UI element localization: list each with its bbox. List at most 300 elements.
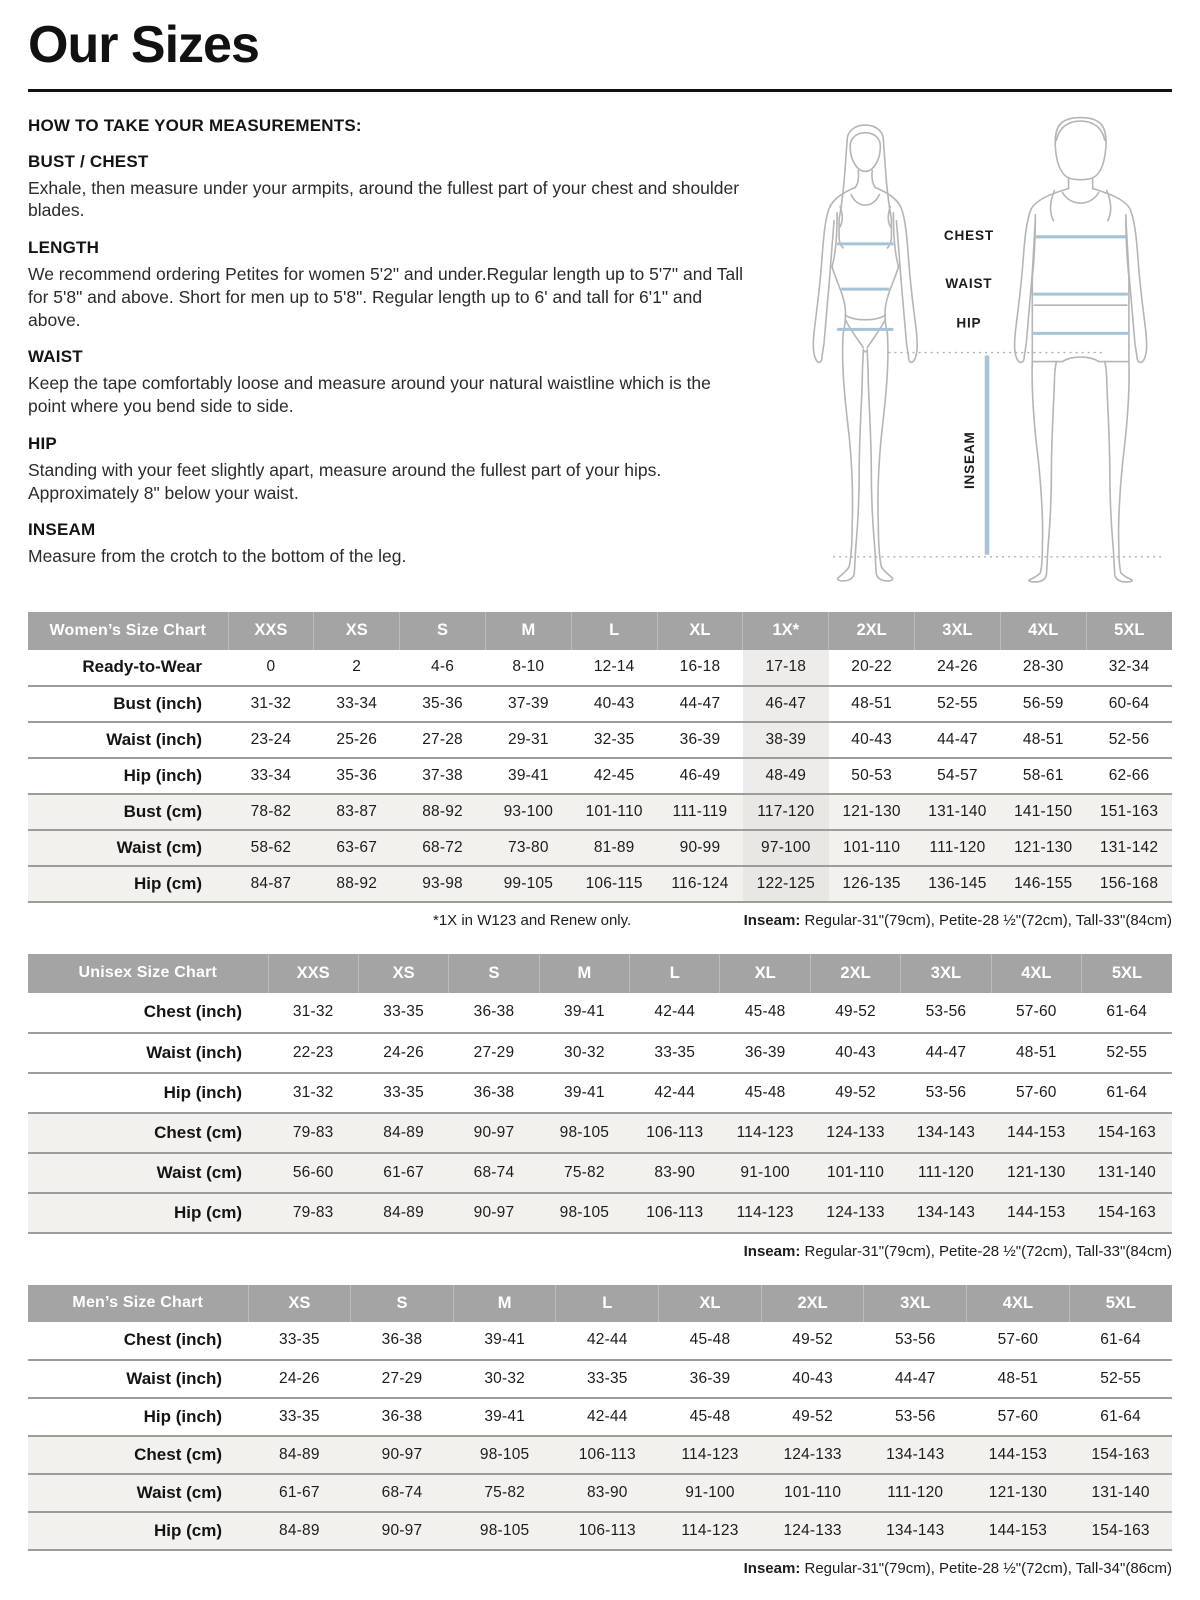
size-cell: 111-120 xyxy=(864,1474,967,1512)
table-row xyxy=(28,1436,1172,1474)
column-header: XXS xyxy=(268,954,358,993)
size-cell: 154-163 xyxy=(1069,1512,1172,1550)
size-cell: 33-35 xyxy=(654,1043,696,1061)
section-heading: HIP xyxy=(28,433,57,453)
size-cell: 141-150 xyxy=(1000,794,1086,830)
size-cell: 32-35 xyxy=(593,730,635,748)
size-cell: 45-48 xyxy=(689,1331,731,1349)
size-cell: 45-48 xyxy=(744,1003,786,1021)
footnote-note: *1X in W123 and Renew only. xyxy=(433,911,632,929)
size-cell: 91-100 xyxy=(720,1153,810,1193)
row-label: Waist (cm) xyxy=(28,1474,248,1512)
size-cell: 124-133 xyxy=(761,1436,864,1474)
size-cell: 48-51 xyxy=(997,1369,1039,1387)
size-cell: 131-140 xyxy=(915,794,1001,830)
row-label: Bust (inch) xyxy=(113,693,202,713)
size-cell: 114-123 xyxy=(659,1512,762,1550)
table-row xyxy=(28,1474,1172,1512)
column-header: 4XL xyxy=(991,954,1081,993)
size-cell: 106-113 xyxy=(630,1113,720,1153)
size-cell: 81-89 xyxy=(571,830,657,866)
size-cell: 131-142 xyxy=(1086,830,1172,866)
size-cell: 30-32 xyxy=(564,1043,605,1061)
size-cell: 23-24 xyxy=(250,730,292,748)
table-row xyxy=(28,993,1172,1033)
waist-label: WAIST xyxy=(945,275,993,291)
size-cell: 121-130 xyxy=(1000,830,1086,866)
size-cell: 98-105 xyxy=(453,1512,556,1550)
column-header: XS xyxy=(314,612,400,650)
size-chart-table xyxy=(28,1285,1172,1551)
size-cell: 53-56 xyxy=(925,1003,967,1021)
table-row xyxy=(28,1193,1172,1233)
table-row xyxy=(28,758,1172,794)
chest-label: CHEST xyxy=(943,227,994,243)
section-heading: LENGTH xyxy=(28,238,100,258)
size-cell: 98-105 xyxy=(539,1113,629,1153)
size-cell: 53-56 xyxy=(925,1083,967,1101)
size-cell: 56-59 xyxy=(1022,694,1064,712)
size-cell: 32-34 xyxy=(1108,658,1150,676)
size-cell: 93-100 xyxy=(485,794,571,830)
size-cell: 50-53 xyxy=(851,766,892,784)
size-cell: 44-47 xyxy=(925,1043,967,1061)
size-cell: 46-49 xyxy=(679,766,721,784)
size-cell: 56-60 xyxy=(268,1153,358,1193)
column-header: XL xyxy=(659,1285,762,1322)
instructions-heading: HOW TO TAKE YOUR MEASUREMENTS: xyxy=(28,115,362,135)
inseam-footnote: Inseam: Regular-31"(79cm), Petite-28 ½"(72cm), Tall-33"(84cm) xyxy=(743,1242,1172,1260)
table-row xyxy=(28,1153,1172,1193)
row-label: Hip (inch) xyxy=(163,1082,242,1102)
size-cell: 146-155 xyxy=(1000,866,1086,902)
size-cell: 36-38 xyxy=(473,1083,515,1101)
size-cell: 98-105 xyxy=(539,1193,629,1233)
section-body: Standing with your feet slightly apart, measure around the fullest part of your hips. Approximately 8" below your waist. xyxy=(28,459,662,503)
size-cell: 4-6 xyxy=(431,658,455,676)
size-cell: 61-64 xyxy=(1106,1003,1148,1021)
size-cell: 52-55 xyxy=(937,694,978,712)
column-header: L xyxy=(571,612,657,650)
size-cell: 42-44 xyxy=(654,1003,696,1021)
size-cell: 33-35 xyxy=(586,1369,628,1387)
size-cell: 84-87 xyxy=(228,866,314,902)
row-label: Ready-to-Wear xyxy=(82,657,202,677)
size-cell: 60-64 xyxy=(1108,694,1150,712)
size-cell: 42-44 xyxy=(586,1331,628,1349)
row-label: Hip (cm) xyxy=(28,1512,248,1550)
column-header: 4XL xyxy=(1000,612,1086,650)
size-cell: 154-163 xyxy=(1082,1113,1172,1153)
size-cell: 126-135 xyxy=(829,866,915,902)
row-label: Waist (cm) xyxy=(28,1153,268,1193)
table-row xyxy=(28,1398,1172,1436)
table-row xyxy=(28,1322,1172,1360)
size-cell: 61-64 xyxy=(1106,1083,1148,1101)
size-cell: 36-38 xyxy=(381,1407,423,1425)
size-cell: 57-60 xyxy=(997,1331,1039,1349)
size-cell: 48-51 xyxy=(1022,730,1064,748)
size-cell: 99-105 xyxy=(485,866,571,902)
size-cell: 136-145 xyxy=(915,866,1001,902)
row-label: Waist (cm) xyxy=(28,830,228,866)
header-row xyxy=(28,612,1172,650)
size-cell: 131-140 xyxy=(1069,1474,1172,1512)
size-cell: 36-38 xyxy=(473,1003,515,1021)
size-cell: 106-115 xyxy=(571,866,657,902)
size-cell: 53-56 xyxy=(894,1331,936,1349)
size-cell: 134-143 xyxy=(901,1193,991,1233)
size-cell: 121-130 xyxy=(967,1474,1070,1512)
size-cell: 61-64 xyxy=(1100,1407,1141,1425)
column-header: L xyxy=(556,1285,659,1322)
size-cell: 79-83 xyxy=(268,1193,358,1233)
size-cell: 49-52 xyxy=(835,1083,876,1101)
table-row xyxy=(28,794,1172,830)
size-cell: 75-82 xyxy=(539,1153,629,1193)
instruction-sections xyxy=(28,152,758,569)
size-cell: 27-28 xyxy=(422,730,463,748)
size-cell: 42-44 xyxy=(654,1083,696,1101)
size-cell: 90-97 xyxy=(449,1113,539,1153)
section-body: Measure from the crotch to the bottom of the leg. xyxy=(28,546,407,567)
size-cell: 58-61 xyxy=(1022,766,1064,784)
inseam-label: INSEAM xyxy=(961,430,977,489)
size-cell: 33-35 xyxy=(383,1083,424,1101)
size-cell: 44-47 xyxy=(937,730,978,748)
size-cell: 49-52 xyxy=(835,1003,876,1021)
table-row xyxy=(28,1033,1172,1073)
size-cell: 106-113 xyxy=(556,1512,659,1550)
size-cell: 25-26 xyxy=(336,730,378,748)
inseam-footnote-label: Inseam: xyxy=(743,1559,801,1577)
size-cell: 114-123 xyxy=(720,1193,810,1233)
size-cell: 84-89 xyxy=(248,1512,351,1550)
inseam-footnote-label: Inseam: xyxy=(743,1242,801,1260)
size-cell: 62-66 xyxy=(1108,766,1150,784)
size-cell: 114-123 xyxy=(659,1436,762,1474)
column-header: M xyxy=(485,612,571,650)
size-cell: 42-45 xyxy=(593,766,635,784)
size-cell: 35-36 xyxy=(336,766,378,784)
table-row xyxy=(28,1113,1172,1153)
size-cell: 30-32 xyxy=(484,1369,525,1387)
measurement-instructions xyxy=(28,116,768,598)
header-row xyxy=(28,1285,1172,1322)
size-cell: 39-41 xyxy=(484,1331,525,1349)
table-footnote xyxy=(28,912,1172,929)
size-cell: 37-38 xyxy=(422,766,463,784)
size-cell: 90-97 xyxy=(351,1512,454,1550)
size-cell: 84-89 xyxy=(358,1193,448,1233)
size-cell: 144-153 xyxy=(991,1193,1081,1233)
size-cell: 48-49 xyxy=(743,758,829,794)
table-title: Unisex Size Chart xyxy=(28,954,268,993)
row-label: Bust (cm) xyxy=(28,794,228,830)
size-cell: 17-18 xyxy=(743,650,829,686)
size-cell: 151-163 xyxy=(1086,794,1172,830)
column-header: M xyxy=(539,954,629,993)
table-row xyxy=(28,650,1172,686)
row-label: Chest (inch) xyxy=(143,1002,242,1022)
size-cell: 45-48 xyxy=(744,1083,786,1101)
size-cell: 134-143 xyxy=(901,1113,991,1153)
column-header: XXS xyxy=(228,612,314,650)
size-cell: 57-60 xyxy=(997,1407,1039,1425)
size-cell: 31-32 xyxy=(292,1083,334,1101)
table-row xyxy=(28,830,1172,866)
size-cell: 29-31 xyxy=(508,730,549,748)
size-cell: 79-83 xyxy=(268,1113,358,1153)
size-cell: 90-97 xyxy=(351,1436,454,1474)
size-cell: 24-26 xyxy=(279,1369,320,1387)
size-cell: 52-56 xyxy=(1108,730,1150,748)
size-cell: 101-110 xyxy=(761,1474,864,1512)
row-label: Chest (inch) xyxy=(123,1330,222,1350)
size-cell: 48-51 xyxy=(851,694,892,712)
size-cell: 117-120 xyxy=(743,794,829,830)
size-cell: 52-55 xyxy=(1106,1043,1148,1061)
size-cell: 16-18 xyxy=(679,658,721,676)
size-cell: 68-74 xyxy=(449,1153,539,1193)
size-cell: 33-35 xyxy=(279,1407,320,1425)
header-row xyxy=(28,954,1172,993)
size-cell: 39-41 xyxy=(484,1407,525,1425)
size-cell: 2 xyxy=(352,658,362,676)
size-cell: 24-26 xyxy=(383,1043,424,1061)
size-cell: 144-153 xyxy=(991,1113,1081,1153)
row-label: Waist (inch) xyxy=(146,1042,242,1062)
row-label: Waist (inch) xyxy=(126,1368,222,1388)
size-cell: 111-120 xyxy=(915,830,1001,866)
table-row xyxy=(28,722,1172,758)
column-header: XS xyxy=(358,954,448,993)
size-cell: 88-92 xyxy=(314,866,400,902)
size-cell: 68-72 xyxy=(400,830,486,866)
inseam-footnote: Inseam: Regular-31"(79cm), Petite-28 ½"(72cm), Tall-33"(84cm) xyxy=(743,911,1172,929)
size-cell: 114-123 xyxy=(720,1113,810,1153)
column-header: 5XL xyxy=(1082,954,1172,993)
size-cell: 97-100 xyxy=(743,830,829,866)
row-label: Waist (inch) xyxy=(106,729,202,749)
size-cell: 116-124 xyxy=(657,866,743,902)
size-cell: 156-168 xyxy=(1086,866,1172,902)
size-cell: 39-41 xyxy=(564,1003,605,1021)
size-cell: 40-43 xyxy=(593,694,635,712)
column-header: 3XL xyxy=(915,612,1001,650)
size-cell: 33-34 xyxy=(336,694,378,712)
column-header: 5XL xyxy=(1069,1285,1172,1322)
size-cell: 83-87 xyxy=(314,794,400,830)
column-header: M xyxy=(453,1285,556,1322)
top-section xyxy=(28,116,1172,598)
size-cell: 57-60 xyxy=(1015,1003,1057,1021)
size-cell: 57-60 xyxy=(1015,1083,1057,1101)
size-cell: 39-41 xyxy=(564,1083,605,1101)
size-cell: 106-113 xyxy=(630,1193,720,1233)
size-cell: 36-38 xyxy=(381,1331,423,1349)
size-cell: 84-89 xyxy=(248,1436,351,1474)
size-chart-block xyxy=(28,612,1172,929)
size-cell: 111-120 xyxy=(901,1153,991,1193)
table-row xyxy=(28,866,1172,902)
size-cell: 33-35 xyxy=(383,1003,424,1021)
row-label: Hip (inch) xyxy=(143,1406,222,1426)
size-cell: 84-89 xyxy=(358,1113,448,1153)
column-header: 2XL xyxy=(829,612,915,650)
column-header: XS xyxy=(248,1285,351,1322)
size-cell: 111-119 xyxy=(657,794,743,830)
size-cell: 90-99 xyxy=(657,830,743,866)
row-label: Chest (cm) xyxy=(28,1436,248,1474)
size-tables-section xyxy=(28,612,1172,1577)
title-divider xyxy=(28,89,1172,92)
size-cell: 83-90 xyxy=(630,1153,720,1193)
size-cell: 0 xyxy=(266,658,276,676)
size-cell: 49-52 xyxy=(792,1407,833,1425)
column-header: S xyxy=(449,954,539,993)
inseam-footnote-label: Inseam: xyxy=(743,911,801,929)
column-header: XL xyxy=(720,954,810,993)
size-cell: 49-52 xyxy=(792,1331,833,1349)
size-cell: 154-163 xyxy=(1069,1436,1172,1474)
size-cell: 44-47 xyxy=(679,694,721,712)
size-cell: 42-44 xyxy=(586,1407,628,1425)
size-cell: 44-47 xyxy=(894,1369,936,1387)
section-heading: INSEAM xyxy=(28,520,96,540)
size-cell: 33-35 xyxy=(279,1331,320,1349)
size-cell: 31-32 xyxy=(250,694,292,712)
size-cell: 27-29 xyxy=(381,1369,423,1387)
size-cell: 58-62 xyxy=(228,830,314,866)
table-row xyxy=(28,686,1172,722)
size-cell: 35-36 xyxy=(422,694,463,712)
size-cell: 144-153 xyxy=(967,1436,1070,1474)
size-cell: 12-14 xyxy=(593,658,635,676)
size-cell: 101-110 xyxy=(810,1153,900,1193)
size-cell: 40-43 xyxy=(792,1369,833,1387)
size-cell: 124-133 xyxy=(810,1193,900,1233)
size-cell: 33-34 xyxy=(250,766,292,784)
size-cell: 78-82 xyxy=(228,794,314,830)
size-cell: 53-56 xyxy=(894,1407,936,1425)
size-cell: 90-97 xyxy=(449,1193,539,1233)
size-cell: 121-130 xyxy=(829,794,915,830)
table-row xyxy=(28,1512,1172,1550)
row-label: Hip (cm) xyxy=(28,866,228,902)
table-footnote xyxy=(28,1243,1172,1260)
measurement-diagram xyxy=(768,116,1172,598)
size-chart-table xyxy=(28,612,1172,903)
size-cell: 154-163 xyxy=(1082,1193,1172,1233)
size-cell: 61-67 xyxy=(358,1153,448,1193)
size-cell: 54-57 xyxy=(937,766,978,784)
size-cell: 98-105 xyxy=(453,1436,556,1474)
size-cell: 122-125 xyxy=(743,866,829,902)
size-cell: 36-39 xyxy=(744,1043,786,1061)
table-title: Women’s Size Chart xyxy=(28,612,228,650)
size-chart-table xyxy=(28,954,1172,1234)
size-cell: 88-92 xyxy=(400,794,486,830)
size-cell: 68-74 xyxy=(351,1474,454,1512)
size-cell: 73-80 xyxy=(485,830,571,866)
size-chart-block xyxy=(28,954,1172,1260)
size-cell: 20-22 xyxy=(851,658,892,676)
size-cell: 28-30 xyxy=(1022,658,1064,676)
size-cell: 36-39 xyxy=(689,1369,731,1387)
section-heading: BUST / CHEST xyxy=(28,151,149,171)
section-body: Exhale, then measure under your armpits, around the fullest part of your chest and shoulder blades. xyxy=(28,177,740,221)
size-cell: 61-67 xyxy=(248,1474,351,1512)
male-figure-outline xyxy=(1015,117,1147,581)
size-cell: 40-43 xyxy=(835,1043,876,1061)
table-row xyxy=(28,1073,1172,1113)
column-header: 3XL xyxy=(864,1285,967,1322)
column-header: 2XL xyxy=(761,1285,864,1322)
row-label: Hip (cm) xyxy=(28,1193,268,1233)
column-header: XL xyxy=(657,612,743,650)
size-cell: 83-90 xyxy=(556,1474,659,1512)
size-cell: 36-39 xyxy=(679,730,721,748)
size-cell: 75-82 xyxy=(453,1474,556,1512)
page-title: Our Sizes xyxy=(28,16,259,74)
size-cell: 106-113 xyxy=(556,1436,659,1474)
size-cell: 144-153 xyxy=(967,1512,1070,1550)
column-header: S xyxy=(351,1285,454,1322)
size-cell: 45-48 xyxy=(689,1407,731,1425)
size-cell: 124-133 xyxy=(810,1113,900,1153)
size-cell: 63-67 xyxy=(314,830,400,866)
size-cell: 121-130 xyxy=(991,1153,1081,1193)
section-body: We recommend ordering Petites for women 5'2" and under.Regular length up to 5'7" and Tall for 5'8" and above. Short for men up to 5'8". Regular length up to 6' and tall for 6'1" and above. xyxy=(28,264,743,330)
table-footnote xyxy=(28,1560,1172,1577)
size-cell: 24-26 xyxy=(937,658,978,676)
size-cell: 48-51 xyxy=(1015,1043,1057,1061)
column-header: S xyxy=(400,612,486,650)
row-label: Hip (inch) xyxy=(123,765,202,785)
size-cell: 61-64 xyxy=(1100,1331,1141,1349)
size-cell: 52-55 xyxy=(1100,1369,1141,1387)
size-cell: 134-143 xyxy=(864,1512,967,1550)
inseam-footnote: Inseam: Regular-31"(79cm), Petite-28 ½"(72cm), Tall-34"(86cm) xyxy=(743,1559,1172,1577)
size-cell: 101-110 xyxy=(571,794,657,830)
size-cell: 31-32 xyxy=(292,1003,334,1021)
size-cell: 46-47 xyxy=(743,686,829,722)
column-header: 2XL xyxy=(810,954,900,993)
column-header: 5XL xyxy=(1086,612,1172,650)
column-header: 4XL xyxy=(967,1285,1070,1322)
column-header: L xyxy=(630,954,720,993)
size-cell: 22-23 xyxy=(292,1043,334,1061)
body-measurement-figures-illustration xyxy=(788,116,1172,586)
size-cell: 38-39 xyxy=(743,722,829,758)
size-cell: 37-39 xyxy=(508,694,549,712)
table-title: Men’s Size Chart xyxy=(28,1285,248,1322)
hip-label: HIP xyxy=(956,314,982,330)
section-body: Keep the tape comfortably loose and measure around your natural waistline which is the point where you bend side to side. xyxy=(28,373,711,417)
row-label: Chest (cm) xyxy=(28,1113,268,1153)
size-cell: 39-41 xyxy=(508,766,549,784)
column-header: 1X* xyxy=(743,612,829,650)
size-cell: 8-10 xyxy=(512,658,545,676)
size-cell: 93-98 xyxy=(400,866,486,902)
size-cell: 124-133 xyxy=(761,1512,864,1550)
section-heading: WAIST xyxy=(28,347,83,367)
size-cell: 40-43 xyxy=(851,730,892,748)
size-cell: 131-140 xyxy=(1082,1153,1172,1193)
table-row xyxy=(28,1360,1172,1398)
size-cell: 27-29 xyxy=(473,1043,515,1061)
